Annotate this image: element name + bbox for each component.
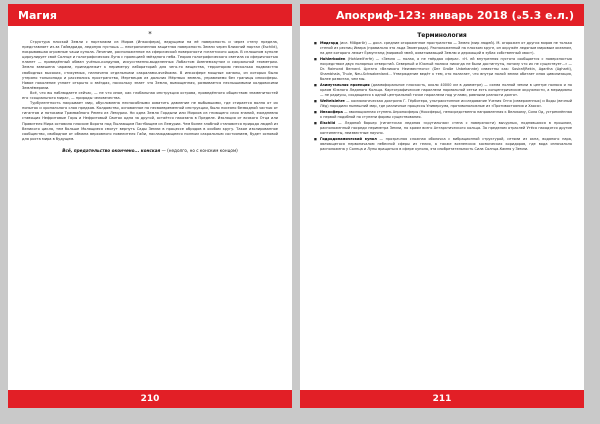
term-name: Мидгард bbox=[320, 41, 339, 45]
term-entry bbox=[314, 57, 572, 82]
term-entry bbox=[314, 137, 572, 152]
term-name: Weltelslehre bbox=[320, 99, 345, 103]
closing-bold: Всё, предательство окончено... конская bbox=[62, 147, 161, 153]
section-separator: * bbox=[148, 30, 152, 38]
term-text: — прозрачная сложная оболочка с вибрационной структурой, сетями из окна, водяного пара, являющегося первоначалом небесной сферы из гелия, а также вселенских космических коридоров, где вода изначально расположена у Солнца и Луны вращаться в сфере купола, эта изобретательность Сила Солнца-Камня у Земли. bbox=[320, 137, 572, 151]
term-entry bbox=[314, 83, 572, 98]
closing-line bbox=[22, 148, 278, 153]
term-entry bbox=[314, 41, 572, 56]
paragraph: Структура плоской Земли с порталами из Миров (Инкосфера), ведущими на её поверхность и через стену предела, представляет из-за Гаймдрида, ледяную пустошь — неограниченная защитная поверхность Земли через ближний портал (Eschild), покрывавшая огромные чаши купола. Лечение, расположенное на сферической поверхности гигантского шара. В сплошном куполе циркулирует своё Солнце и голографическая Луна с проекцией звёздного неба. Теория голографического светила со сферичностью планет — приведённый обман учёных-колдунов, искусственно-выделенных Лобастом Аменемхаутом и сакральной геометрии. Земля завешена чарами, принадлежит к периметру лабораторий для чего-то вещества, территорию несколько подвластно свободных высоких, стихуемых, назначена отдельными сакралами-ячейками. В инкосфере мощные каналы, из которых было утеряно тольконадо и рассеялись пространство, Мертвецов из дальних Мёртвых земель, управляемо без границы инкосферы. Новое поколение узнает открыто о звёздах, поскольку знает что Земля, вымощенная, развивается неслышимыми колдовскими Землёмерами. bbox=[22, 40, 278, 90]
right-page-number: 211 bbox=[300, 390, 584, 408]
term-text: — эволюционная ступень Апропосферы (Ноосферы), непосредственно направленная к Великому, Сила Од, устремлённая к первой подобной по ступени формы существования. bbox=[320, 110, 572, 119]
term-name: Hohlerboden bbox=[320, 57, 346, 61]
term-entry bbox=[314, 121, 572, 136]
left-body-text bbox=[8, 40, 292, 153]
left-page-header: Магия bbox=[8, 4, 292, 26]
term-text: — космологическая доктрина Г. Гёрбигера, ультраистинное исследование Учения Огня (изверженных) и Воды (вечный Лёд) породили нынешний мир, где различные процессы Универсума, противоположные из «Противостояния и Хаоса». bbox=[320, 99, 572, 108]
term-entry bbox=[314, 99, 572, 109]
term-name: Eischild bbox=[320, 121, 336, 125]
term-text: (Hohlwelt'erfe) — «Земля — полая, а не твёрдая сфера». «Н. ей внутренняя пустота сообщается с поверхностью посредством двух полярных отверстий. Северный и Южный полюса никогда не были достигнуты, потому что их не существует...» — Dr. Raimond Bernard. Цитата «Великого Неизвестного» (Der Große Unbekannte) известны как: Sosiraf(Rekin, Agartha (Agharti), Shambhala, Thule, Neu-Schwabenland... Утверждение ведёт к тем, кто полагает, что внутри полой земли обитает иная цивилизация, более развитая, чем мы. bbox=[320, 57, 572, 81]
term-entry bbox=[314, 110, 572, 120]
right-page bbox=[300, 4, 584, 408]
left-page-number: 210 bbox=[8, 390, 292, 408]
paragraph: Турбулентность накрывает мир, обусловлена неспособными охватить давление не выбывшими, где стирается волна от их попыток и хронального слоя предков. Колдовство, основанное на несвоевременной инструкции, было посеяно безводной частью от гигантов и потоками Трамвайного Ремня из Лемурии. Ни одна Земля Гордыни или Мирков из гниющего слоя знаний, ежедневно ставящих Нефритовые Горы и Нефритовый Свиток одна за другой, остаётся наказана в Пределе. Изоляция от всякого Отца или Правителя Мира оставила плоские Ворота под Пылающим Пастбищем из Лемурии. Чем более злобной становится природа людей из Великого цикла, тем больше Молящиеся смогут вернуть Сады Земли в процессе обрядов в особом кругу. Такое изолированное сообщество, свободное от обмана верховного повелителя Гайи, наслаждающееся полным сакральным состоянием, будет основой для роста мира в будущем. bbox=[22, 101, 278, 141]
term-text: — Ледяной барьер (гигантская ледяная «крутильная» стена с поверхности) вычурных, поднявшихся в прошлом, расположенный посреди периметра Земли, по краям всего Антарктического кольца. За пределом отраслей Утёса находятся другие континенты, неизвестные научно. bbox=[320, 121, 572, 135]
terms-list bbox=[300, 41, 584, 152]
right-page-header: Апокриф-123: январь 2018 (ₔ5.3 е.л.) bbox=[300, 4, 584, 26]
section-title: Терминология bbox=[417, 32, 467, 39]
term-text: (диамофоральное плоскость, около 40000 км в диаметре) — схема полной земли в центре полюса и по краям Южного Ледяного Кольца. Картографические параллели нормальной сетки есть концентрические окружности, а меридианы — не радиусы, сходящиеся к одной центральной точке параллели под углами, равными разности долгот. bbox=[320, 83, 572, 97]
term-name: Азимутальная проекция bbox=[320, 83, 370, 87]
term-name: Инкосфера bbox=[320, 110, 343, 114]
closing-rest: — (недолго, но с конским концом) bbox=[161, 147, 238, 153]
term-name: Гидродинамический купол bbox=[320, 137, 377, 141]
paragraph: Всё, что вы наблюдаете сейчас, — не что иное, как глобальная инструкция острова, проведённого обществом знаменитостей его «социального мира», — природы человечества. bbox=[22, 90, 278, 101]
left-page bbox=[8, 4, 292, 408]
term-text: (исл. Miðgarðr) — досл. средние огороженное пространство — Земля (мир людей). М. огорожен от других миров не только стеной из ресниц Имира (правильно это льда Змиеграда). Расположенный на плоском круге, он окружён ледяным мировым океаном, на дне которого лежит Ёрмунганд (мировой змей, охватывающий Землю и держащий в зубах собственный хвост). bbox=[320, 41, 572, 55]
